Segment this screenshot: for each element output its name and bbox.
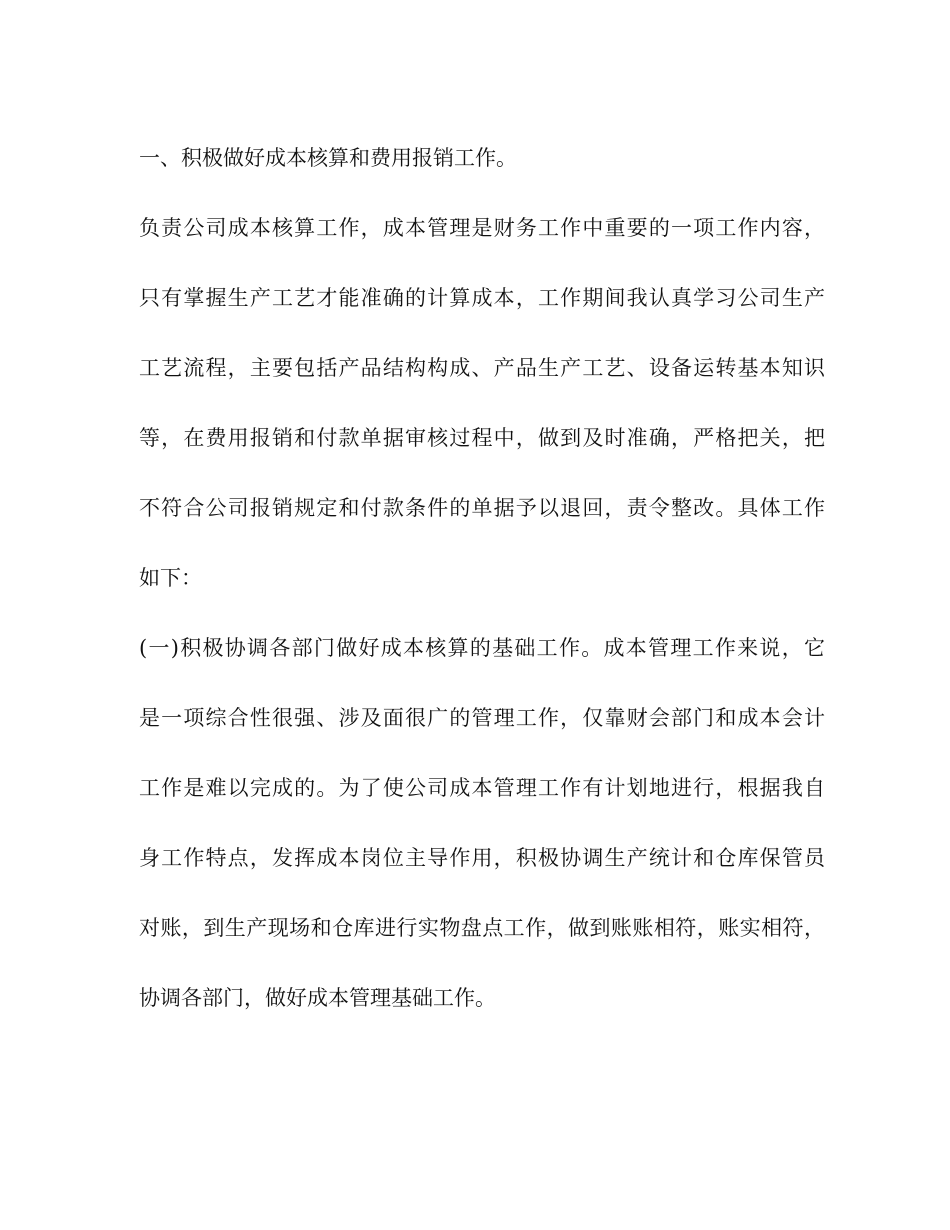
paragraph-line: 等，在费用报销和付款单据审核过程中，做到及时准确，严格把关，把 bbox=[139, 426, 825, 450]
paragraph-line: 对账，到生产现场和仓库进行实物盘点工作，做到账账相符，账实相符， bbox=[139, 916, 825, 940]
paragraph-line: 工作是难以完成的。为了使公司成本管理工作有计划地进行，根据我自 bbox=[139, 776, 825, 800]
section-heading: 一、积极做好成本核算和费用报销工作。 bbox=[139, 146, 517, 170]
paragraph-line: 协调各部门，做好成本管理基础工作。 bbox=[139, 986, 496, 1010]
paragraph-line: 是一项综合性很强、涉及面很广的管理工作，仅靠财会部门和成本会计 bbox=[139, 706, 825, 730]
paragraph-line: 负责公司成本核算工作，成本管理是财务工作中重要的一项工作内容， bbox=[139, 216, 825, 240]
paragraph-line: 工艺流程，主要包括产品结构构成、产品生产工艺、设备运转基本知识 bbox=[139, 356, 825, 380]
paragraph-line: 如下： bbox=[139, 566, 202, 590]
subsection-line: (一)积极协调各部门做好成本核算的基础工作。成本管理工作来说，它 bbox=[139, 636, 825, 660]
paragraph-line: 身工作特点，发挥成本岗位主导作用，积极协调生产统计和仓库保管员 bbox=[139, 846, 825, 870]
paragraph-line: 只有掌握生产工艺才能准确的计算成本，工作期间我认真学习公司生产 bbox=[139, 286, 825, 310]
paragraph-line: 不符合公司报销规定和付款条件的单据予以退回，责令整改。具体工作 bbox=[139, 496, 825, 520]
